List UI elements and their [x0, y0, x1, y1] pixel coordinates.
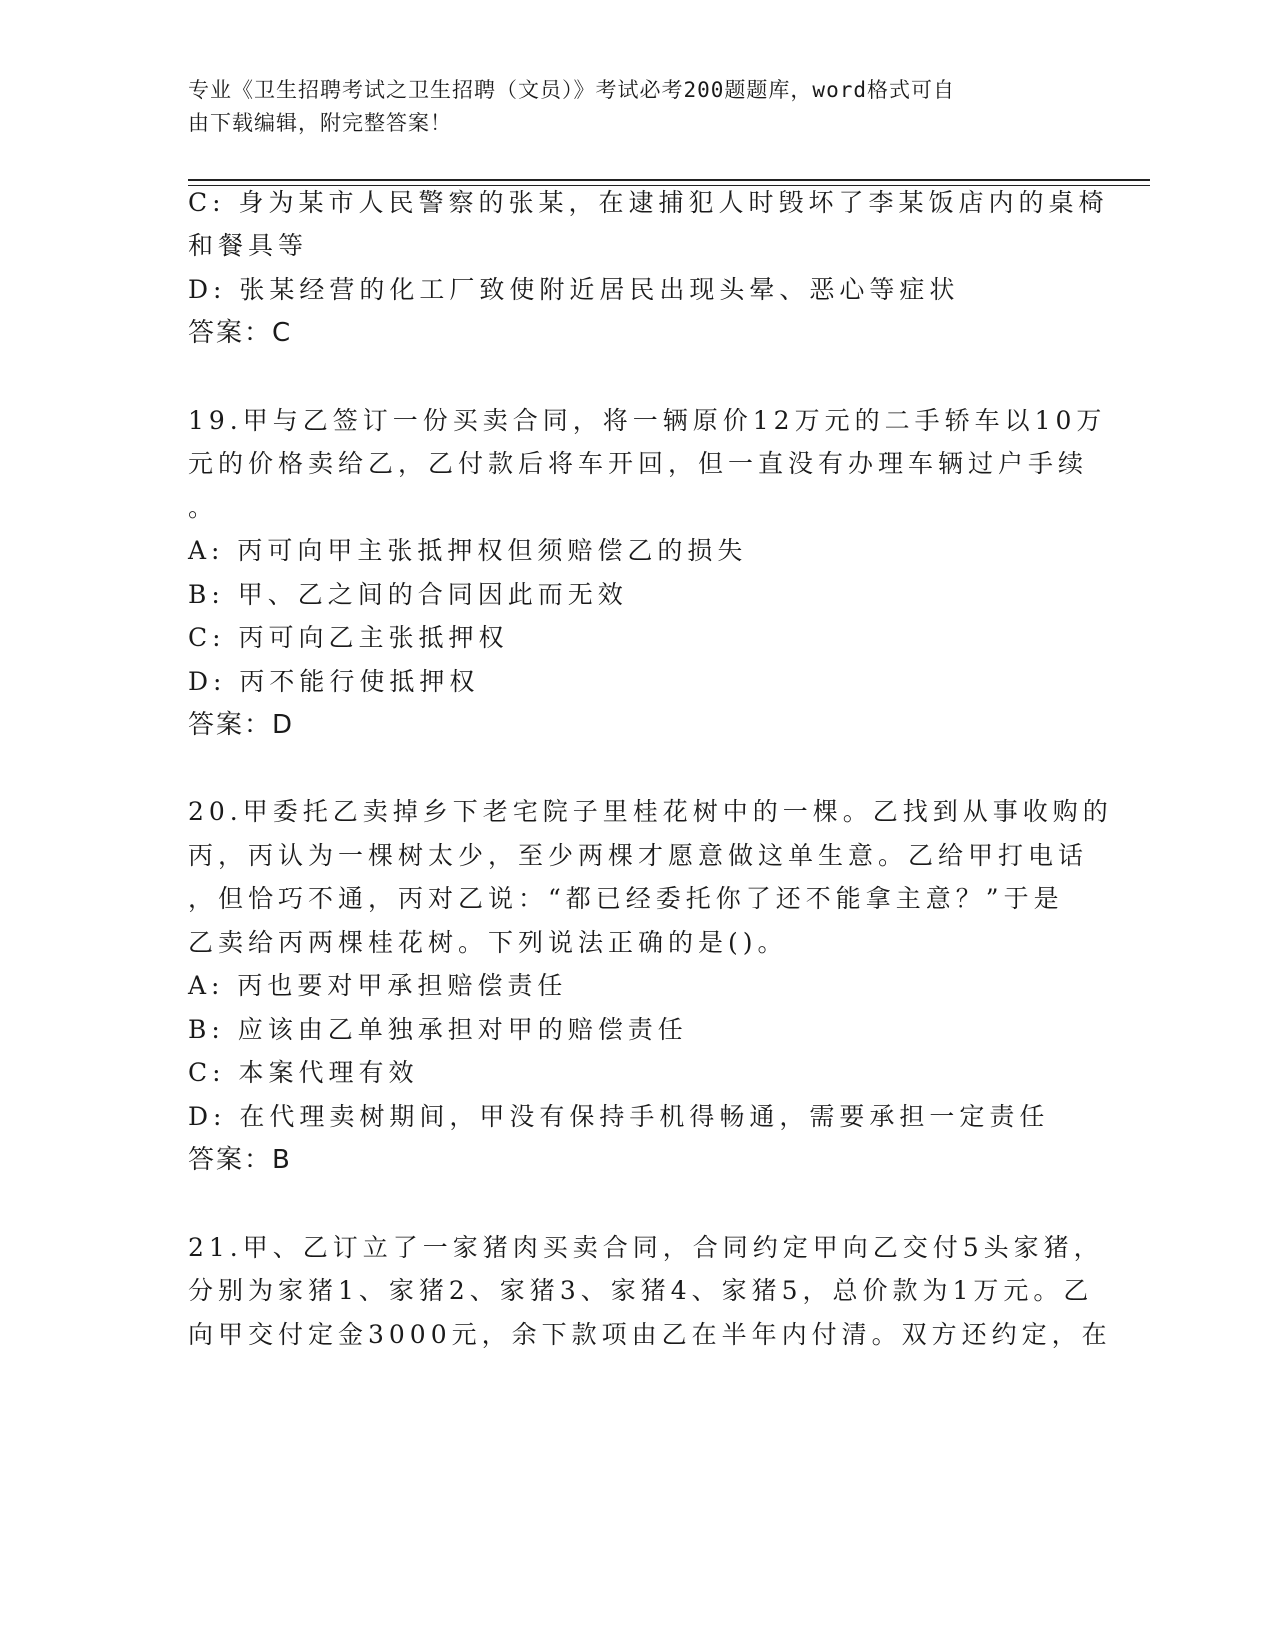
document-header [188, 74, 1088, 140]
q19-option-b: B: 甲、乙之间的合同因此而无效 [188, 580, 628, 609]
q19-option-d: D: 丙不能行使抵押权 [188, 667, 480, 696]
q19-stem-line-1: 19.甲与乙签订一份买卖合同，将一辆原价12万元的二手轿车以10万 [188, 406, 1107, 435]
q20-option-b: B: 应该由乙单独承担对甲的赔偿责任 [188, 1015, 688, 1044]
q18-option-d: D: 张某经营的化工厂致使附近居民出现头晕、恶心等症状 [188, 275, 960, 304]
q21-stem-line-2: 分别为家猪1、家猪2、家猪3、家猪4、家猪5，总价款为1万元。乙 [188, 1276, 1094, 1305]
q20-stem-line-3: ，但恰巧不通，丙对乙说：“都已经委托你了还不能拿主意？”于是 [188, 884, 1064, 913]
q18-option-c-line-1: C: 身为某市人民警察的张某，在逮捕犯人时毁坏了李某饭店内的桌椅 [188, 188, 1109, 217]
header-line-1: 专业《卫生招聘考试之卫生招聘（文员）》考试必考200题题库，word格式可自 [188, 78, 955, 102]
q19-option-c: C: 丙可向乙主张抵押权 [188, 623, 509, 652]
q21-stem-line-3: 向甲交付定金3000元，余下款项由乙在半年内付清。双方还约定，在 [188, 1320, 1112, 1349]
q18-option-c-line-2: 和餐具等 [188, 231, 309, 260]
q19-stem-line-2: 元的价格卖给乙，乙付款后将车开回，但一直没有办理车辆过户手续 [188, 449, 1089, 478]
q20-stem-line-4: 乙卖给丙两棵桂花树。下列说法正确的是()。 [188, 928, 788, 957]
q20-stem-line-1: 20.甲委托乙卖掉乡下老宅院子里桂花树中的一棵。乙找到从事收购的 [188, 797, 1113, 826]
q20-stem-line-2: 丙，丙认为一棵树太少，至少两棵才愿意做这单生意。乙给甲打电话 [188, 841, 1089, 870]
q20-answer: 答案：B [188, 1145, 292, 1175]
q20-option-d: D: 在代理卖树期间，甲没有保持手机得畅通，需要承担一定责任 [188, 1102, 1050, 1131]
header-divider-thin [188, 185, 1150, 186]
q19-option-a: A: 丙可向甲主张抵押权但须赔偿乙的损失 [188, 536, 748, 565]
header-divider-thick [188, 179, 1150, 181]
q19-stem-line-3: 。 [188, 493, 219, 522]
q19-answer: 答案：D [188, 710, 295, 740]
header-line-2: 由下载编辑，附完整答案！ [188, 111, 452, 135]
q20-option-a: A: 丙也要对甲承担赔偿责任 [188, 971, 568, 1000]
q21-stem-line-1: 21.甲、乙订立了一家猪肉买卖合同，合同约定甲向乙交付5头家猪， [188, 1233, 1104, 1262]
q18-answer: 答案：C [188, 318, 293, 348]
q20-option-c: C: 本案代理有效 [188, 1058, 419, 1087]
